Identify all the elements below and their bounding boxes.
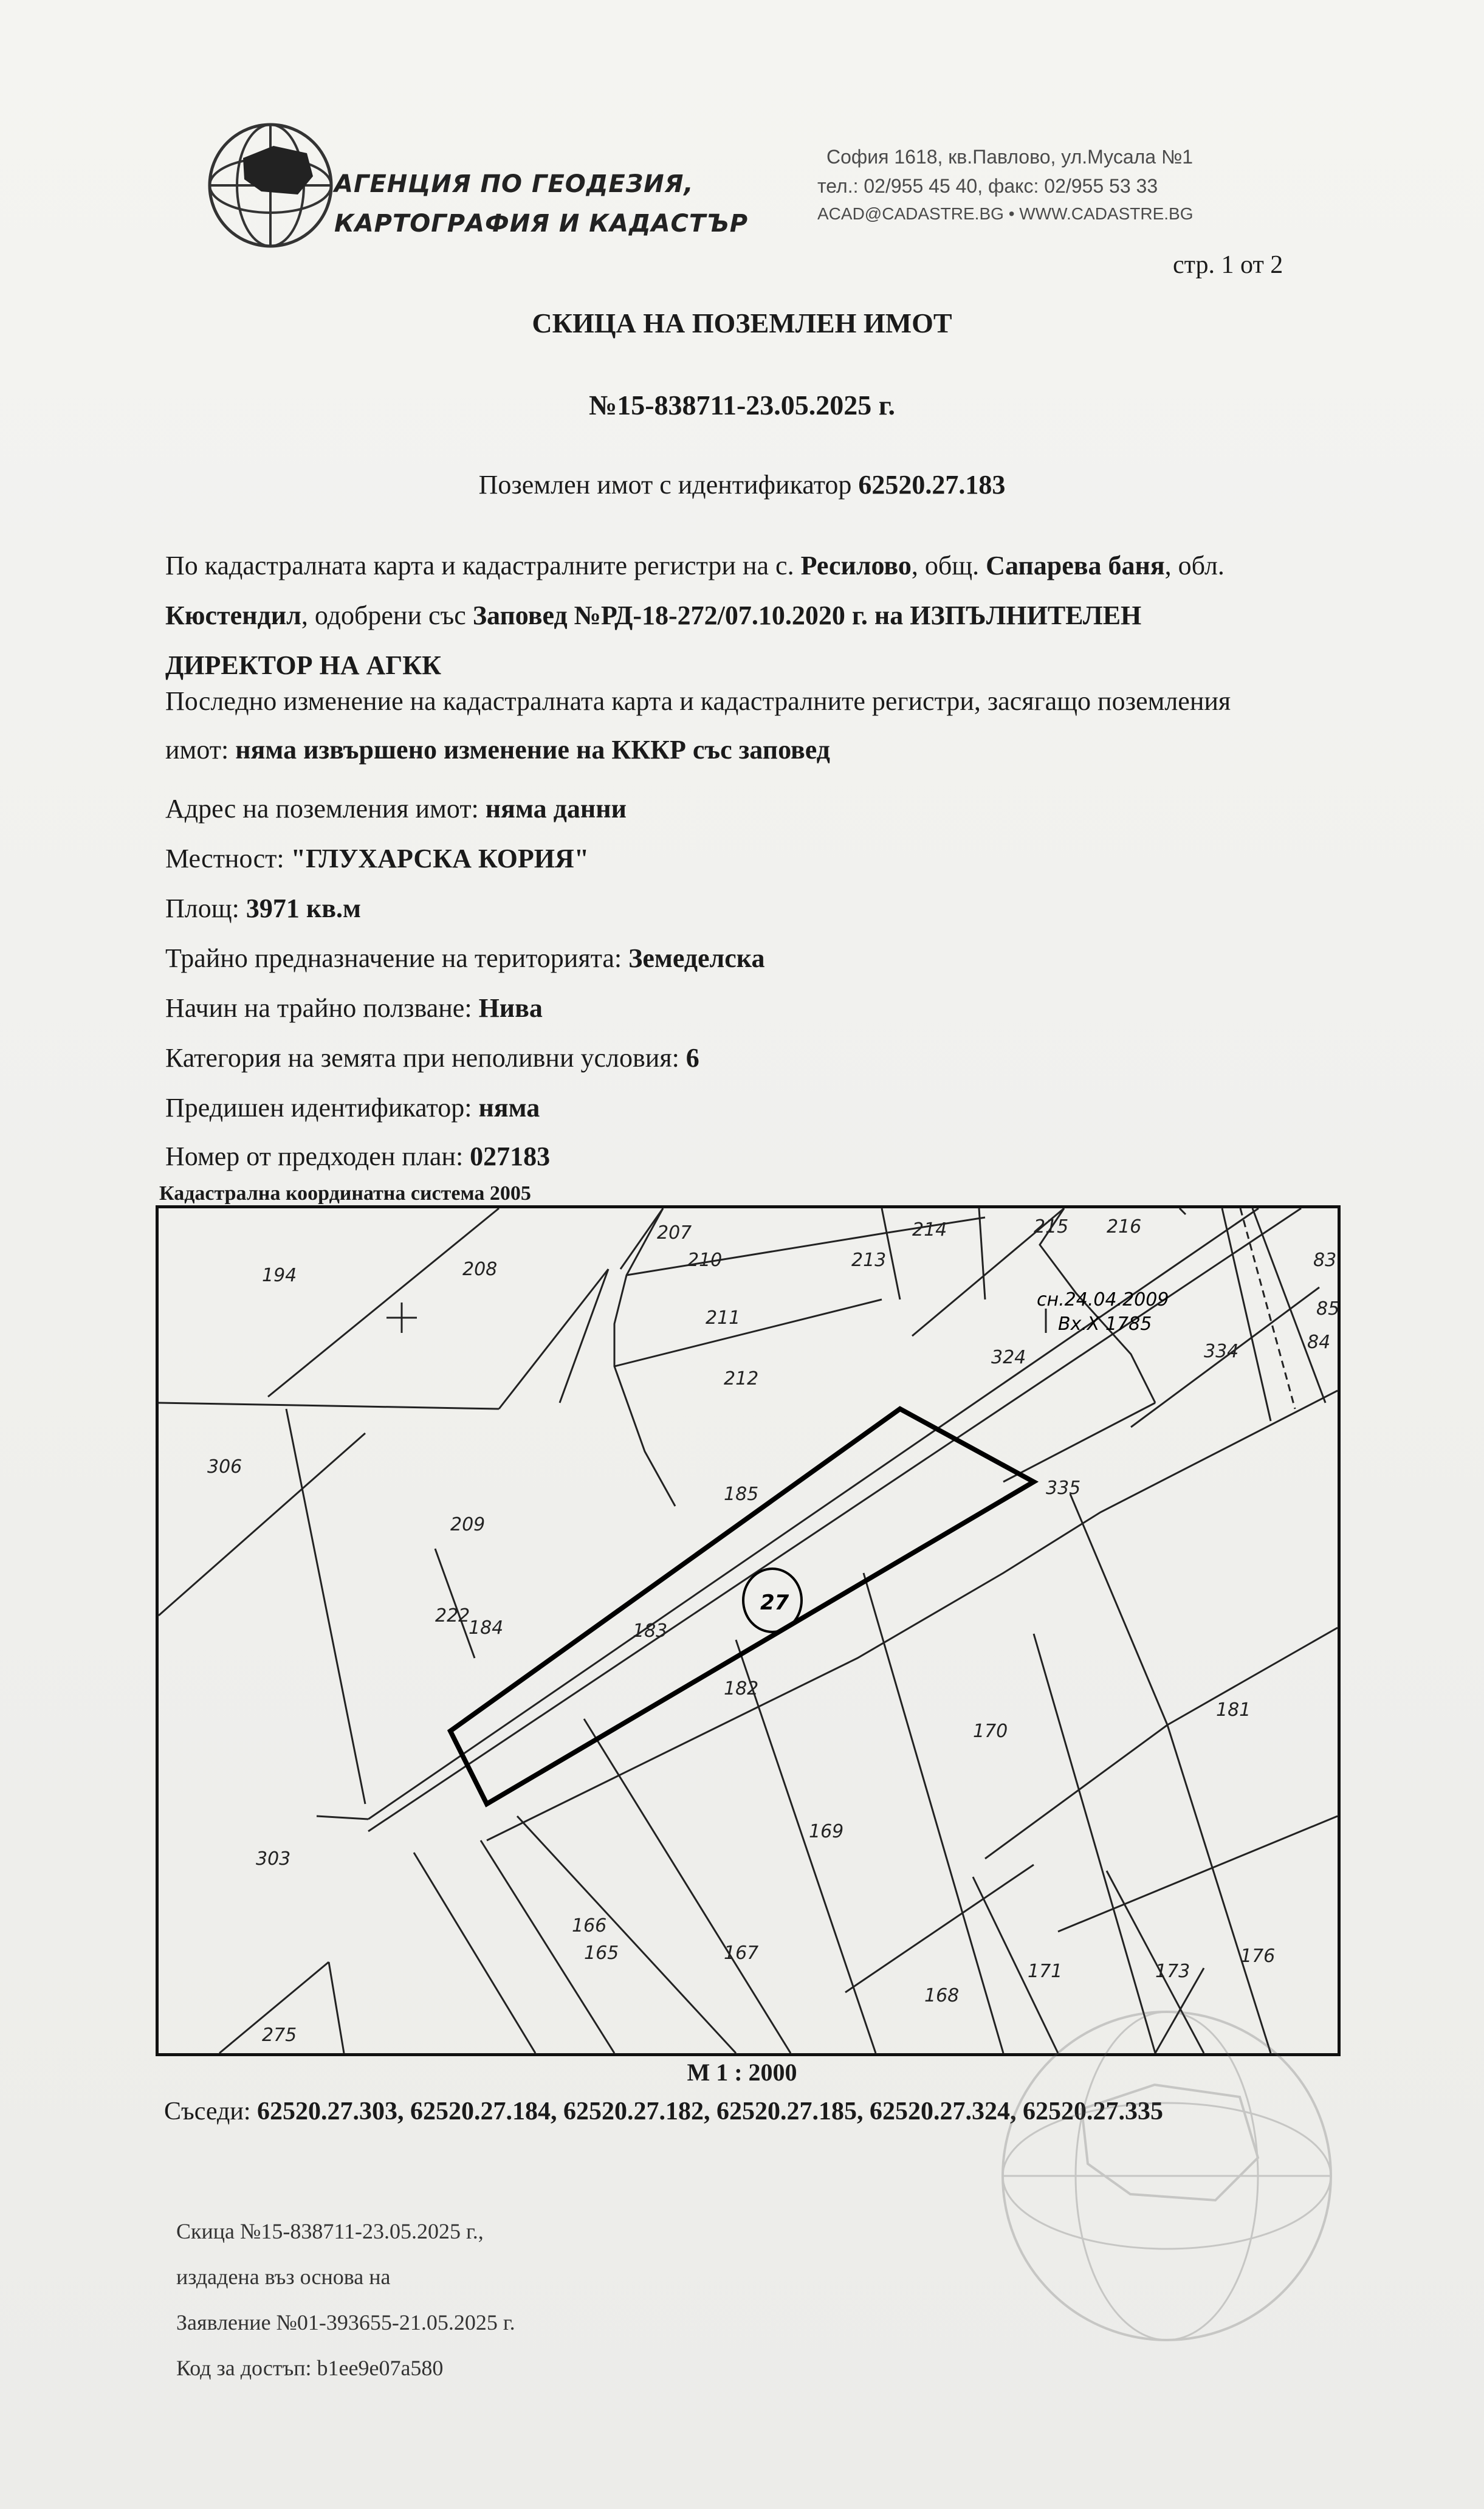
parcel-label: 194 bbox=[262, 1265, 297, 1286]
parcel-label: 169 bbox=[809, 1821, 844, 1842]
prev-plan-line: Номер от предходен план: 027183 bbox=[165, 1141, 551, 1171]
parcel-label: 185 bbox=[724, 1484, 759, 1505]
last-change-line2: имот: няма извършено изменение на КККР със заповед bbox=[165, 735, 830, 765]
parcel-label: 208 bbox=[462, 1259, 498, 1280]
parcel-label: 213 bbox=[851, 1250, 887, 1271]
document-title: СКИЦА НА ПОЗЕМЛЕН ИМОТ bbox=[532, 308, 952, 339]
subject-marker-label: 27 bbox=[760, 1591, 789, 1615]
usage-line: Начин на трайно ползване: Нива bbox=[165, 993, 543, 1023]
agency-web: ACAD@CADASTRE.BG • WWW.CADASTRE.BG bbox=[817, 204, 1194, 223]
parcel-label: 173 bbox=[1155, 1961, 1190, 1982]
address-line: Адрес на поземления имот: няма данни bbox=[165, 794, 627, 824]
cadastral-basis-line3: ДИРЕКТОР НА АГКК bbox=[165, 650, 442, 680]
parcel-label: 210 bbox=[687, 1250, 723, 1271]
coordinate-system-label: Кадастрална координатна система 2005 bbox=[159, 1182, 531, 1205]
cadastral-basis-line1: По кадастралната карта и кадастралните регистри на с. Ресилово, общ. Сапарева баня, обл. bbox=[165, 551, 1225, 580]
parcel-label: 83 bbox=[1313, 1250, 1337, 1271]
parcel-label: 303 bbox=[256, 1848, 291, 1870]
agency-address: София 1618, кв.Павлово, ул.Мусала №1 bbox=[826, 146, 1194, 168]
parcel-label: 212 bbox=[724, 1368, 759, 1389]
parcel-label: 183 bbox=[633, 1620, 668, 1642]
parcel-label: 171 bbox=[1028, 1961, 1063, 1982]
agency-phones: тел.: 02/955 45 40, факс: 02/955 53 33 bbox=[817, 175, 1158, 197]
parcel-label: 324 bbox=[991, 1347, 1026, 1368]
parcel-label: 306 bbox=[207, 1456, 242, 1478]
map-annotation-date: сн.24.04.2009 bbox=[1037, 1289, 1169, 1310]
parcel-label: 85 bbox=[1316, 1298, 1338, 1320]
page-number: стр. 1 от 2 bbox=[1173, 251, 1283, 279]
parcel-label: 209 bbox=[450, 1514, 486, 1535]
footer-line3: Заявление №01-393655-21.05.2025 г. bbox=[176, 2310, 515, 2335]
locality-line: Местност: "ГЛУХАРСКА КОРИЯ" bbox=[165, 844, 589, 873]
watermark-globe-icon bbox=[997, 2006, 1337, 2346]
category-line: Категория на земята при неполивни условия: 6 bbox=[165, 1043, 699, 1073]
agency-name-line2: КАРТОГРАФИЯ И КАДАСТЪР bbox=[334, 210, 749, 238]
parcel-label: 184 bbox=[469, 1617, 504, 1639]
identifier-value: 62520.27.183 bbox=[858, 470, 1006, 500]
agency-globe-logo-icon bbox=[201, 115, 340, 255]
parcel-label: 166 bbox=[572, 1915, 607, 1936]
cadastral-basis-line2: Кюстендил, одобрени със Заповед №РД-18-272/07.10.2020 г. на ИЗПЪЛНИТЕЛЕН bbox=[165, 601, 1142, 630]
parcel-label: 335 bbox=[1046, 1478, 1081, 1499]
footer-access-code: Код за достъп: b1ee9e07a580 bbox=[176, 2356, 444, 2380]
parcel-label: 214 bbox=[912, 1219, 947, 1241]
parcel-label: 275 bbox=[262, 2025, 297, 2046]
neighbors-line: Съседи: 62520.27.303, 62520.27.184, 62520.27.182, 62520.27.185, 62520.27.324, 62520.27.335 bbox=[164, 2098, 1163, 2125]
parcel-label: 165 bbox=[584, 1943, 619, 1964]
parcel-label: 181 bbox=[1216, 1699, 1251, 1721]
parcel-label: 170 bbox=[973, 1721, 1008, 1742]
parcel-label: 211 bbox=[706, 1307, 741, 1329]
prev-id-line: Предишен идентификатор: няма bbox=[165, 1093, 540, 1123]
area-line: Площ: 3971 кв.м bbox=[165, 893, 361, 923]
footer-line1: Скица №15-838711-23.05.2025 г., bbox=[176, 2219, 484, 2243]
parcel-label: 167 bbox=[724, 1943, 759, 1964]
parcel-label: 182 bbox=[724, 1678, 759, 1699]
neighbors-list: 62520.27.303, 62520.27.184, 62520.27.182, 62520.27.185, 62520.27.324, 62520.27.335 bbox=[257, 2098, 1163, 2125]
agency-name-line1: АГЕНЦИЯ ПО ГЕОДЕЗИЯ, bbox=[334, 170, 694, 198]
cadastral-map bbox=[156, 1205, 1341, 2056]
parcel-label: 215 bbox=[1034, 1216, 1069, 1237]
map-annotation-ref: Вх.Х 1785 bbox=[1058, 1313, 1152, 1335]
parcel-label: 334 bbox=[1204, 1341, 1239, 1362]
last-change-line1: Последно изменение на кадастралната карта и кадастралните регистри, засягащо поземления bbox=[165, 686, 1231, 716]
document-number: №15-838711-23.05.2025 г. bbox=[588, 390, 896, 421]
parcel-label: 176 bbox=[1240, 1946, 1276, 1967]
parcel-label: 168 bbox=[924, 1985, 960, 2006]
parcel-label: 216 bbox=[1107, 1216, 1142, 1237]
footer-line2: издадена въз основа на bbox=[176, 2265, 391, 2289]
identifier-line: Поземлен имот с идентификатор 62520.27.183 bbox=[478, 470, 1006, 500]
parcel-label: 84 bbox=[1307, 1332, 1331, 1353]
parcel-label: 207 bbox=[657, 1222, 692, 1244]
purpose-line: Трайно предназначение на територията: Земеделска bbox=[165, 943, 765, 973]
cadastral-map-drawing bbox=[159, 1208, 1338, 2053]
map-scale: М 1 : 2000 bbox=[687, 2059, 797, 2086]
parcel-label: 222 bbox=[435, 1605, 470, 1626]
